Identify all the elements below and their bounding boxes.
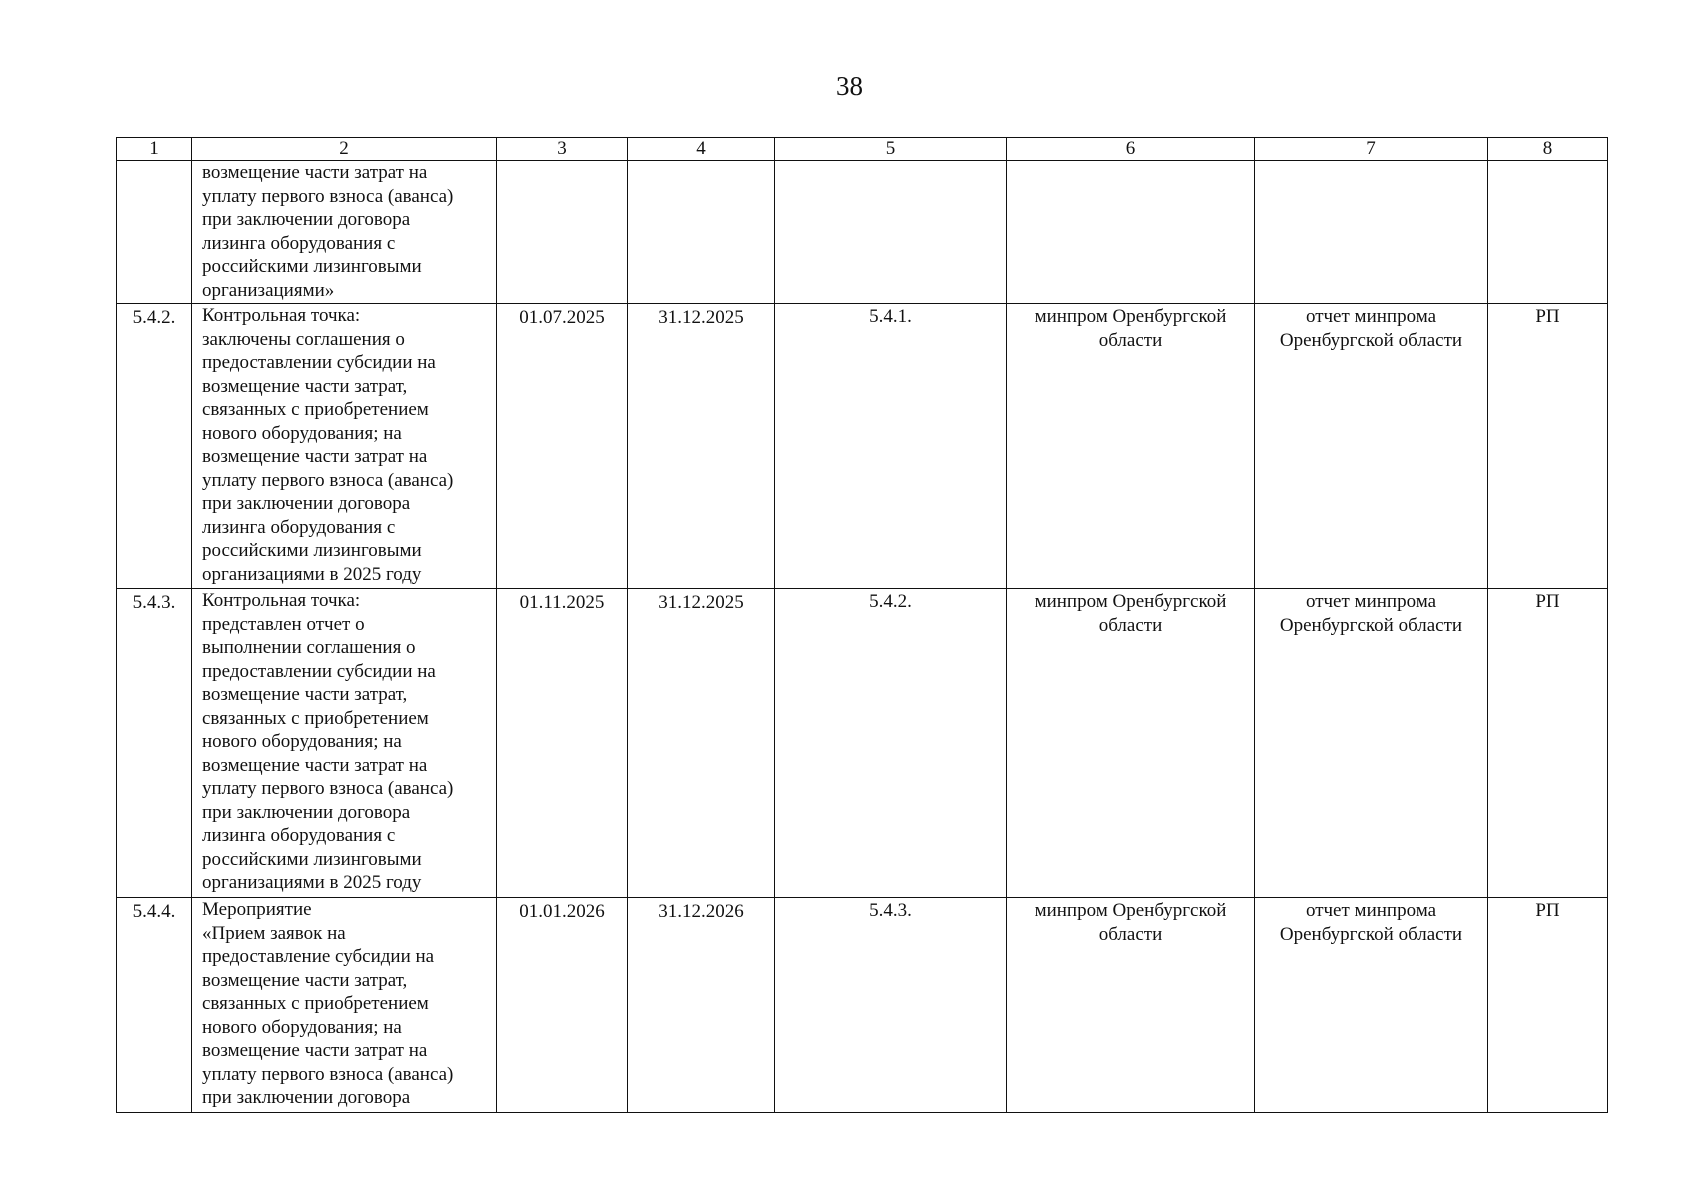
row-description: возмещение части затрат на уплату первого взноса (аванса) при заключении договора лизинга оборудования с российскими лизинговыми организациями» xyxy=(192,161,497,304)
row-predecessor: 5.4.3. xyxy=(775,898,1007,1113)
row-responsible: минпром Оренбургской области xyxy=(1007,589,1255,898)
row-number: 5.4.4. xyxy=(117,898,192,1113)
row-document xyxy=(1255,161,1488,304)
row-description: Мероприятие «Прием заявок на предоставление субсидии на возмещение части затрат, связанных с приобретением нового оборудования; на возмещение части затрат на уплату первого взноса (аванса) при заключении договора xyxy=(192,898,497,1113)
row-end-date: 31.12.2025 xyxy=(628,304,775,589)
row-start-date xyxy=(497,161,628,304)
table-row xyxy=(117,304,1608,589)
column-header: 4 xyxy=(628,138,775,161)
row-responsible xyxy=(1007,161,1255,304)
row-start-date: 01.01.2026 xyxy=(497,898,628,1113)
row-document: отчет минпрома Оренбургской области xyxy=(1255,304,1488,589)
row-responsible: минпром Оренбургской области xyxy=(1007,304,1255,589)
row-start-date: 01.11.2025 xyxy=(497,589,628,898)
row-number xyxy=(117,161,192,304)
row-level: РП xyxy=(1488,304,1608,589)
table-row xyxy=(117,161,1608,304)
row-predecessor: 5.4.1. xyxy=(775,304,1007,589)
column-header: 7 xyxy=(1255,138,1488,161)
row-description: Контрольная точка: представлен отчет о выполнении соглашения о предоставлении субсидии на возмещение части затрат, связанных с приобретением нового оборудования; на возмещение части затрат на уплату первого взноса (аванса) при заключении договора лизинга оборудования с российскими лизинговыми организациями в 2025 году xyxy=(192,589,497,898)
row-number: 5.4.3. xyxy=(117,589,192,898)
plan-table xyxy=(116,137,1608,1113)
table-header-row xyxy=(117,138,1608,161)
column-header: 5 xyxy=(775,138,1007,161)
row-responsible: минпром Оренбургской области xyxy=(1007,898,1255,1113)
table-row xyxy=(117,589,1608,898)
row-document: отчет минпрома Оренбургской области xyxy=(1255,898,1488,1113)
column-header: 3 xyxy=(497,138,628,161)
row-end-date xyxy=(628,161,775,304)
row-predecessor xyxy=(775,161,1007,304)
row-number: 5.4.2. xyxy=(117,304,192,589)
row-level xyxy=(1488,161,1608,304)
row-end-date: 31.12.2025 xyxy=(628,589,775,898)
row-level: РП xyxy=(1488,589,1608,898)
column-header: 6 xyxy=(1007,138,1255,161)
row-level: РП xyxy=(1488,898,1608,1113)
row-end-date: 31.12.2026 xyxy=(628,898,775,1113)
row-predecessor: 5.4.2. xyxy=(775,589,1007,898)
row-document: отчет минпрома Оренбургской области xyxy=(1255,589,1488,898)
row-start-date: 01.07.2025 xyxy=(497,304,628,589)
row-description: Контрольная точка: заключены соглашения о предоставлении субсидии на возмещение части затрат, связанных с приобретением нового оборудования; на возмещение части затрат на уплату первого взноса (аванса) при заключении договора лизинга оборудования с российскими лизинговыми организациями в 2025 году xyxy=(192,304,497,589)
table-row xyxy=(117,898,1608,1113)
page-number: 38 xyxy=(836,71,863,101)
column-header: 8 xyxy=(1488,138,1608,161)
column-header: 1 xyxy=(117,138,192,161)
column-header: 2 xyxy=(192,138,497,161)
